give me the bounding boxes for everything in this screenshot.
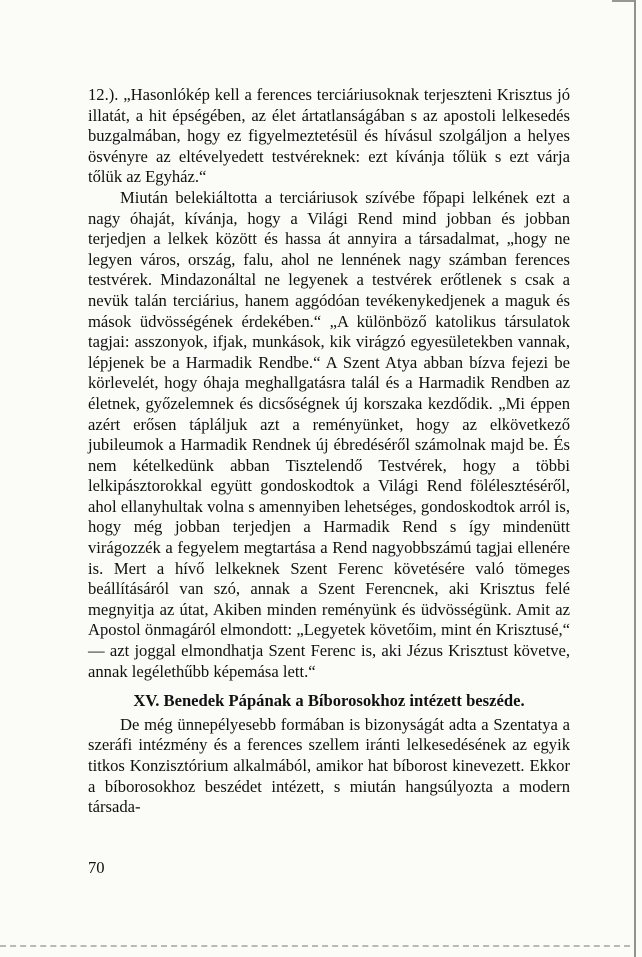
paragraph-encyclical-summary: Miután belekiáltotta a terciáriusok szívébe főpapi lelkének ezt a nagy óhaját, kívánja, hogy a Világi Rend mind jobban és jobban terjedjen a lelkek között és hassa át annyira a társadalmat, „hogy ne legyen város, ország, falu, ahol ne lennének nagy számban ferences testvérek. Mindazonáltal ne legyenek a testvérek erőtlenek s csak a nevük talán terciárius, hanem aggódóan tevékenykedjenek a maguk és mások üdvösségének érdekében.“ „A különböző katolikus társulatok tagjai: asszonyok, ifjak, munkások, kik virágzó egyesületekben vannak, lépjenek be a Harmadik Rendbe.“ A Szent Atya abban bízva fejezi be körlevelét, hogy óhaja meghallgatásra talál és a Harmadik Rendben az életnek, győzelemnek és dicsőségnek új korszaka kezdődik. „Mi éppen azért erősen tápláljuk azt a reményünket, hogy az elkövetkező jubileumok a Harmadik Rendnek új ébredéséről számolnak majd be. És nem kételkedünk abban Tisztelendő Testvérek, hogy a többi lelkipásztorokkal együtt gondoskodtok a Világi Rend fölélesztéséről, ahol ellanyhultak volna s amennyiben lehetséges, gondoskodtok arról is, hogy még jobban terjedjen a Harmadik Rend s így mindenütt virágozzék a fegyelem megtartása a Rend nagyobbszámú tagjai ellenére is. Mert a hívő lelkeknek Szent Ferenc követésére való tömeges beállításáról van szó, annak a Szent Ferencnek, aki Krisztus felé megnyitja az útat, Akiben minden reményünk és üdvösségünk. Amit az Apostol önmagáról elmondott: „Legyetek követőim, mint én Krisztusé,“ — azt joggal elmondhatja Szent Ferenc is, aki Jézus Krisztust követve, annak legélethűbb képemása lett.“ — [88, 187, 570, 681]
scan-edge-shadow — [634, 0, 636, 957]
scan-bottom-edge — [0, 943, 630, 947]
page-body-text — [88, 85, 570, 818]
paragraph-quote-continuation: 12.). „Hasonlókép kell a ferences terciáriusoknak terjeszteni Krisztus jó illatát, a hit épségében, az élet ártatlanságában s az apostoli lelkesedés buzgalmában, hogy ez figyelmeztetésül és hívásul szolgáljon a helyes ösvényre az eltévelyedett testvéreknek: ezt kívánja tőlük s ezt várja tőlük az Egyház.“ — [88, 85, 570, 187]
scan-corner-mark — [612, 0, 634, 2]
page-number: 70 — [88, 858, 105, 877]
section-heading: XV. Benedek Pápának a Bíborosokhoz intézett beszéde. — [133, 691, 525, 711]
paragraph-consistory: De még ünnepélyesebb formában is bizonyságát adta a Szentatya a szeráfi intézmény és a ferences szellem iránti lelkesedésének az egyik titkos Konzisztórium alkalmából, amikor hat bíborost kinevezett. Ekkor a bíborosokhoz beszédet intézett, s miután hangsúlyozta a modern társada- — [88, 714, 570, 817]
